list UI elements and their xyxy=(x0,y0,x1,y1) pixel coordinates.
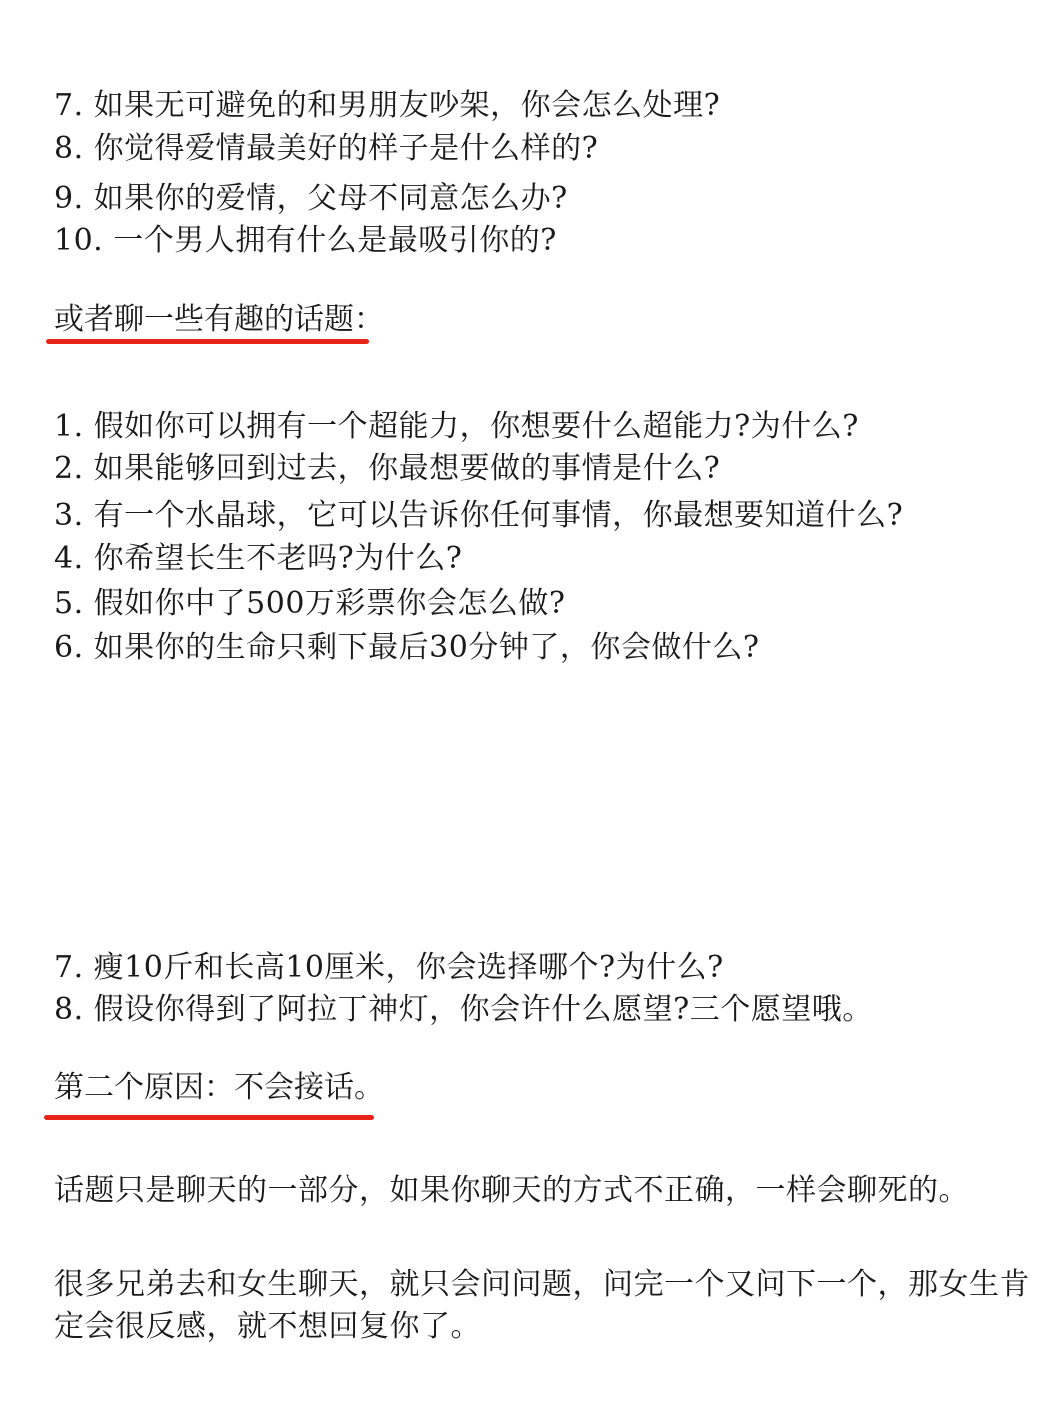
list-item: 7. 如果无可避免的和男朋友吵架，你会怎么处理? xyxy=(54,88,721,123)
paragraph: 很多兄弟去和女生聊天，就只会问问题，问完一个又问下一个，那女生肯定会很反感，就不想回复你了。 xyxy=(54,1267,1030,1344)
list-item: 9. 如果你的爱情，父母不同意怎么办? xyxy=(54,181,568,216)
list-item: 4. 你希望长生不老吗?为什么? xyxy=(54,541,463,576)
paragraph: 话题只是聊天的一部分，如果你聊天的方式不正确，一样会聊死的。 xyxy=(54,1173,969,1208)
section-heading-second-reason: 第二个原因：不会接话。 xyxy=(54,1070,384,1105)
list-item: 7. 瘦10斤和长高10厘米，你会选择哪个?为什么? xyxy=(54,950,724,985)
list-item: 10. 一个男人拥有什么是最吸引你的? xyxy=(54,223,557,258)
heading-underline xyxy=(46,339,369,344)
list-item: 8. 假设你得到了阿拉丁神灯，你会许什么愿望?三个愿望哦。 xyxy=(54,992,873,1027)
list-item: 6. 如果你的生命只剩下最后30分钟了，你会做什么? xyxy=(54,630,760,665)
list-item: 5. 假如你中了500万彩票你会怎么做? xyxy=(54,586,566,621)
list-item: 3. 有一个水晶球，它可以告诉你任何事情，你最想要知道什么? xyxy=(54,498,904,533)
list-item: 2. 如果能够回到过去，你最想要做的事情是什么? xyxy=(54,451,721,486)
list-item: 8. 你觉得爱情最美好的样子是什么样的? xyxy=(54,131,599,166)
list-item: 1. 假如你可以拥有一个超能力，你想要什么超能力?为什么? xyxy=(54,409,859,444)
section-heading-fun-topics: 或者聊一些有趣的话题： xyxy=(54,302,384,337)
heading-underline xyxy=(44,1115,374,1120)
